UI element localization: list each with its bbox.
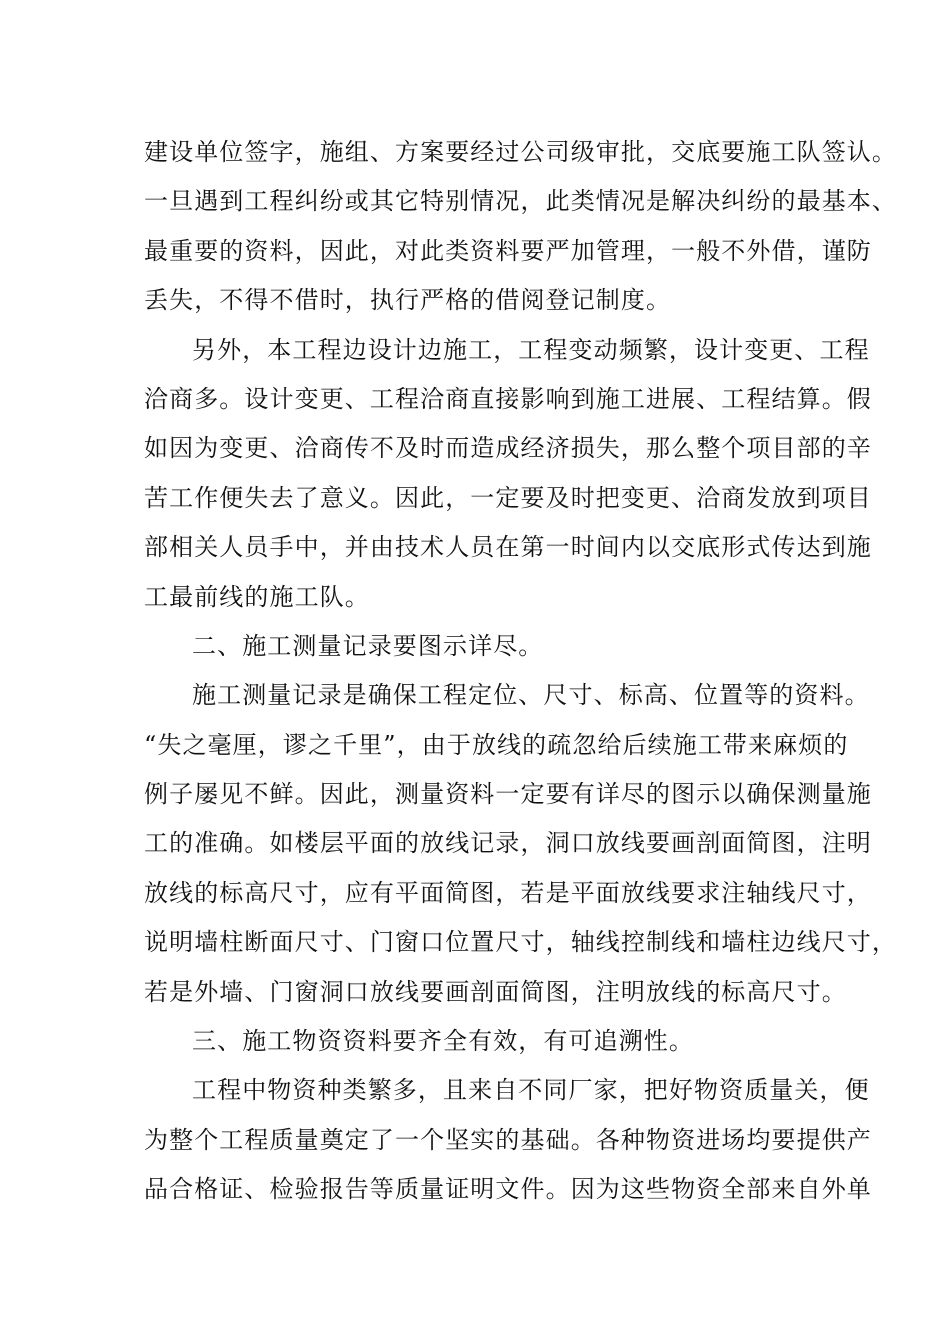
text-line: 一旦遇到工程纠纷或其它特别情况，此类情况是解决纠纷的最基本、 [144,187,897,216]
paragraph-first-line: 另外，本工程边设计边施工，工程变动频繁，设计变更、工程 [192,335,870,364]
text-line: 品合格证、检验报告等质量证明文件。因为这些物资全部来自外单 [144,1175,872,1204]
text-line: 工最前线的施工队。 [144,582,370,611]
text-line: 苦工作便失去了意义。因此，一定要及时把变更、洽商发放到项目 [144,483,872,512]
text-line: 工的准确。如楼层平面的放线记录，洞口放线要画剖面简图，注明 [144,829,872,858]
text-line: 若是外墙、门窗洞口放线要画剖面简图，注明放线的标高尺寸。 [144,977,847,1006]
paragraph-first-line: 工程中物资种类繁多，且来自不同厂家，把好物资质量关，便 [192,1076,870,1105]
text-line: 部相关人员手中，并由技术人员在第一时间内以交底形式传达到施 [144,533,872,562]
text-line: 为整个工程质量奠定了一个坚实的基础。各种物资进场均要提供产 [144,1125,872,1154]
text-line: 建设单位签字，施组、方案要经过公司级审批，交底要施工队签认。 [144,138,897,166]
paragraph-first-line: 施工测量记录是确保工程定位、尺寸、标高、位置等的资料。 [192,681,870,710]
text-line: 洽商多。设计变更、工程洽商直接影响到施工进展、工程结算。假 [144,384,872,413]
text-line: 如因为变更、洽商传不及时而造成经济损失，那么整个项目部的辛 [144,434,872,463]
body-text [144,128,897,1215]
text-line: 例子屡见不鲜。因此，测量资料一定要有详尽的图示以确保测量施 [144,780,872,809]
text-line: “失之毫厘，谬之千里”，由于放线的疏忽给后续施工带来麻烦的 [144,730,849,759]
text-line: 说明墙柱断面尺寸、门窗口位置尺寸，轴线控制线和墙柱边线尺寸， [144,928,897,957]
section-heading: 二、施工测量记录要图示详尽。 [192,631,544,660]
text-line: 最重要的资料，因此，对此类资料要严加管理，一般不外借，谨防 [144,236,872,265]
section-heading: 三、施工物资资料要齐全有效，有可追溯性。 [192,1027,694,1056]
text-line: 丢失，不得不借时，执行严格的借阅登记制度。 [144,286,672,315]
text-line: 放线的标高尺寸，应有平面简图，若是平面放线要求注轴线尺寸， [144,878,872,907]
